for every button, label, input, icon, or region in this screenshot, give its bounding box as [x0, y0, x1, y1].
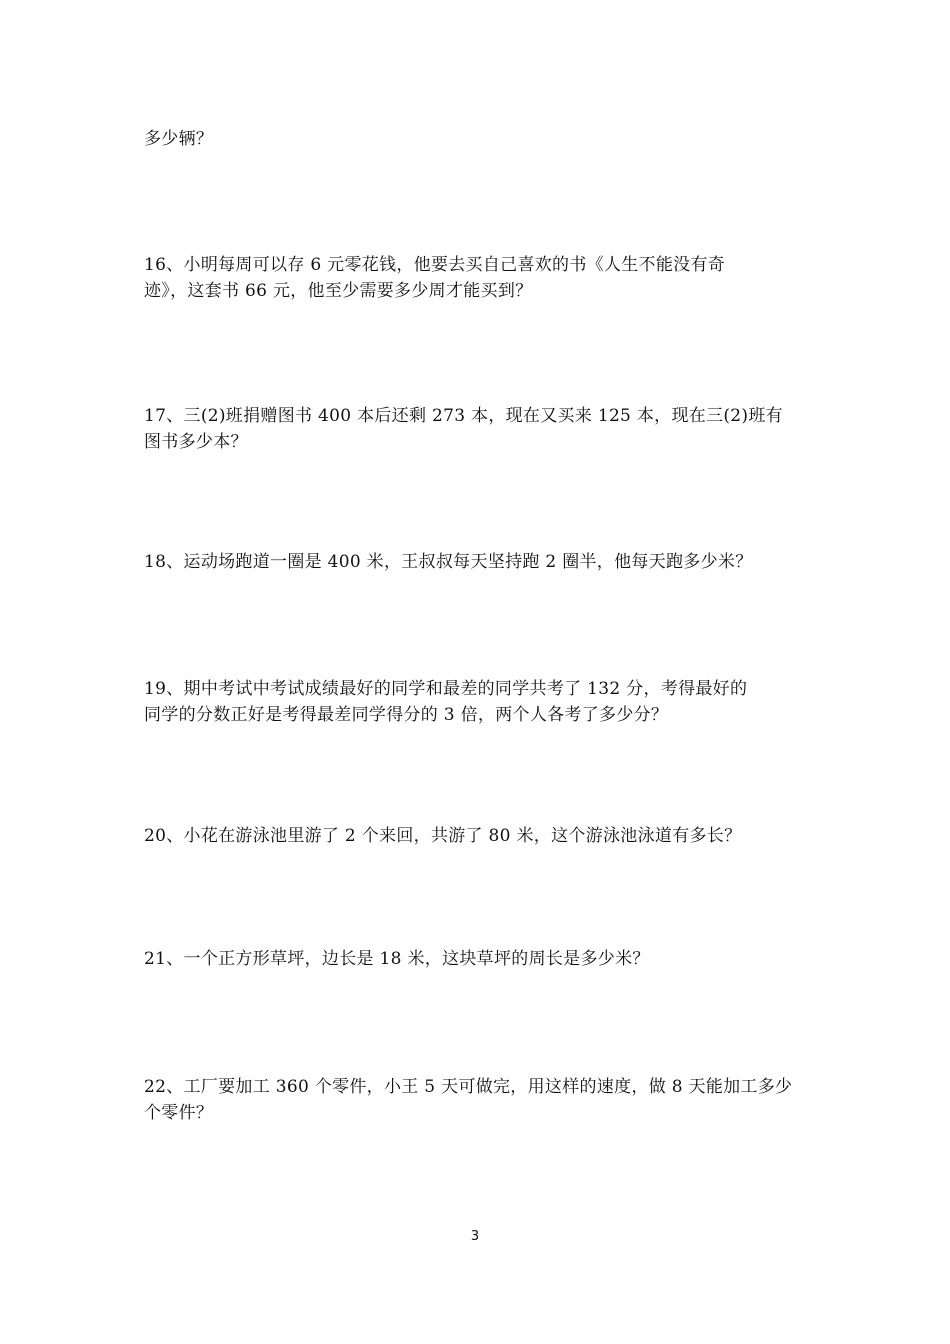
- problem-19-line-2: 同学的分数正好是考得最差同学得分的 3 倍，两个人各考了多少分？: [144, 705, 669, 725]
- problem-16-line-1: 16、小明每周可以存 6 元零花钱，他要去买自己喜欢的书《人生不能没有奇: [144, 255, 726, 275]
- problem-17-line-2: 图书多少本？: [144, 432, 248, 452]
- problem-20: 20、小花在游泳池里游了 2 个来回，共游了 80 米，这个游泳池泳道有多长？: [144, 826, 742, 846]
- problem-22-line-1: 22、工厂要加工 360 个零件，小王 5 天可做完，用这样的速度，做 8 天能加工多少: [144, 1077, 793, 1097]
- problem-19-line-1: 19、期中考试中考试成绩最好的同学和最差的同学共考了 132 分，考得最好的: [144, 679, 748, 699]
- page-number: 3: [470, 1229, 480, 1244]
- problem-21: 21、一个正方形草坪，边长是 18 米，这块草坪的周长是多少米？: [144, 949, 650, 969]
- problem-16-line-2: 迹》，这套书 66 元，他至少需要多少周才能买到？: [144, 281, 533, 301]
- problem-15-continuation: 多少辆？: [144, 129, 214, 149]
- problem-22-line-2: 个零件？: [144, 1103, 214, 1123]
- problem-17-line-1: 17、三(2)班捐赠图书 400 本后还剩 273 本，现在又买来 125 本，现在三(2)班有: [144, 406, 783, 426]
- problem-18: 18、运动场跑道一圈是 400 米，王叔叔每天坚持跑 2 圈半，他每天跑多少米？: [144, 552, 753, 572]
